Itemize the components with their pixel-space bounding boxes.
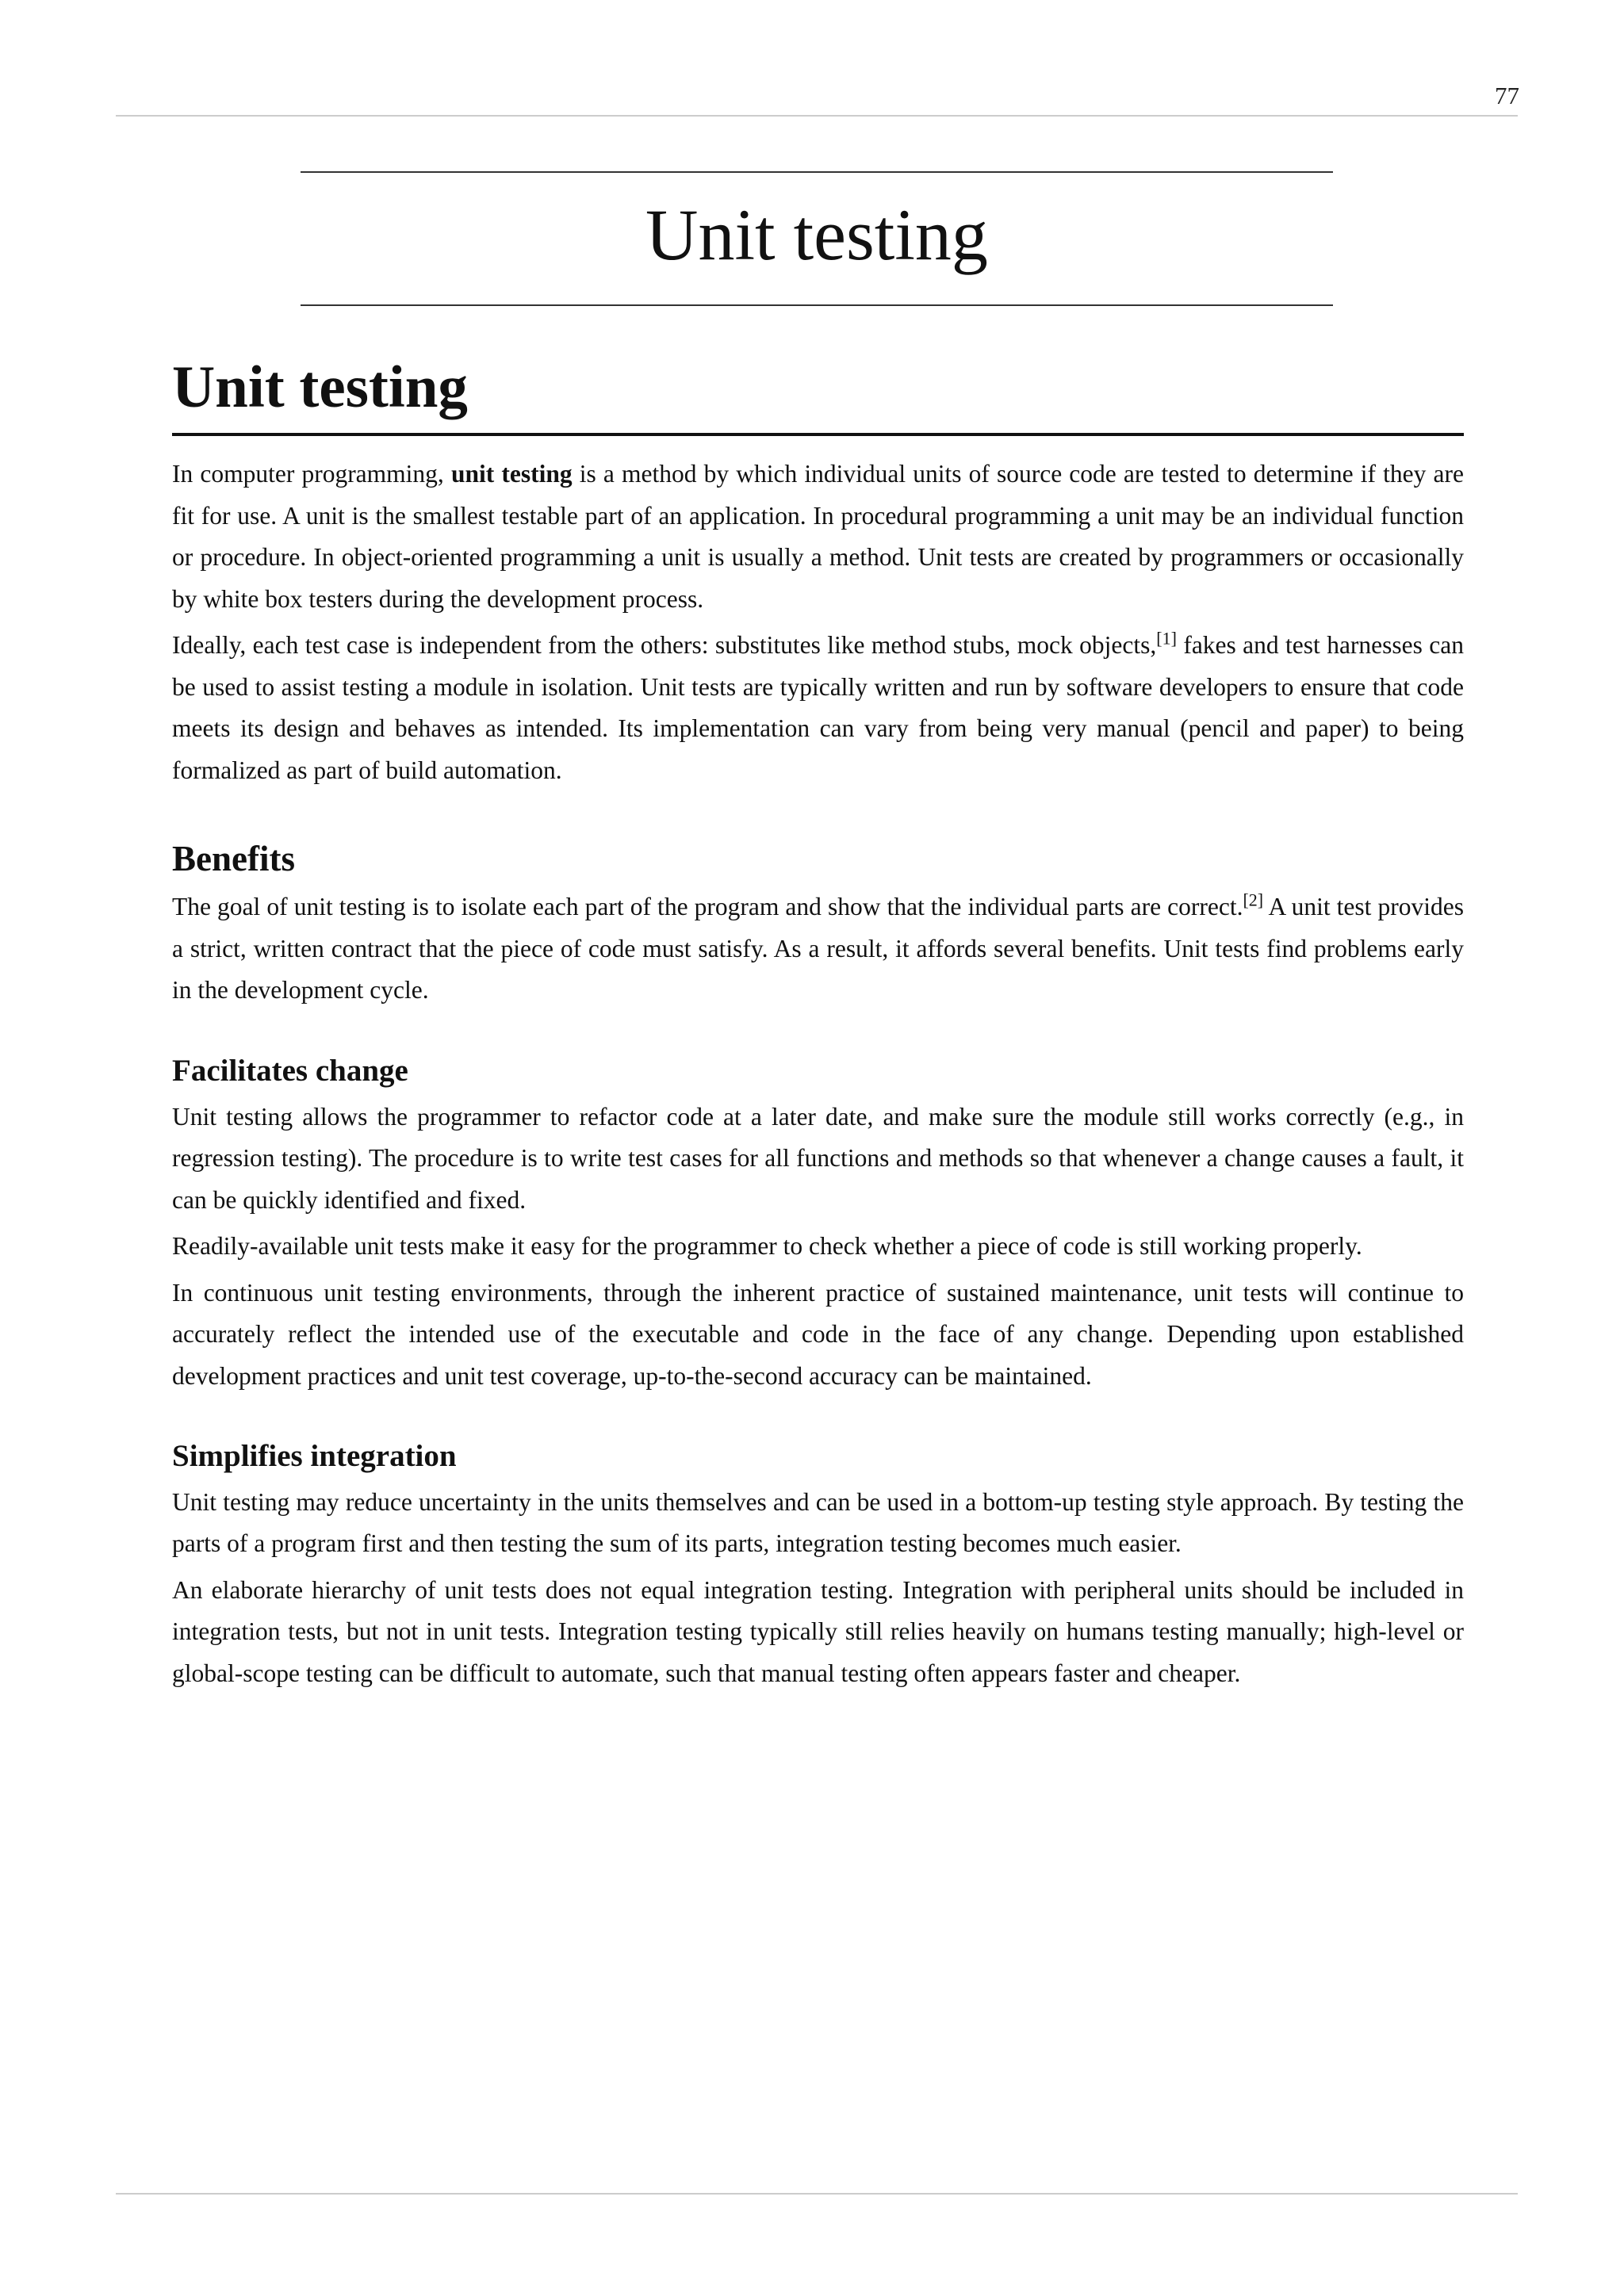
- simplifies-integration-paragraph-2: An elaborate hierarchy of unit tests does not equal integration testing. Integration with peripheral units should be included in integration tests, but not in unit tests. Integration testing typically still relies heavily on humans testing manually; high-level or global-scope testing can be difficult to automate, such that manual testing often appears faster and cheaper.: [172, 1575, 1464, 1687]
- intro-p2-after: fakes and test harnesses can be used to assist testing a module in isolation. Unit tests are typically written and run by software developers to ensure that code meets its design and behaves as intended. Its implementation can vary from being very manual (pencil and paper) to being formalized as part of build automation.: [172, 631, 1465, 784]
- benefits-p1-before: The goal of unit testing is to isolate each part of the program and show that the individual parts are correct.: [172, 893, 1243, 921]
- chapter-title-rule-bottom: [301, 304, 1333, 306]
- page-number: 77: [1495, 82, 1519, 109]
- article-body: [172, 354, 1464, 1694]
- reference-link-1[interactable]: [1]: [1156, 628, 1177, 649]
- subsection-heading-facilitates-change: Facilitates change: [172, 1053, 408, 1088]
- intro-text-before: In computer programming,: [172, 460, 451, 488]
- benefits-p1-after: A unit test provides a strict, written contract that the piece of code must satisfy. As a result, it affords several benefits. Unit tests find problems early in the development cycle.: [172, 893, 1464, 1004]
- chapter-title-rule-top: [301, 171, 1333, 173]
- header-rule: [116, 115, 1518, 117]
- article-title: Unit testing: [172, 354, 1464, 436]
- facilitates-change-paragraph-3: In continuous unit testing environments, through the inherent practice of sustained maintenance, unit tests will continue to accurately reflect the intended use of the executable and code in the face of any change. Depending upon established development practices and unit test coverage, up-to-the-second accuracy can be maintained.: [172, 1278, 1464, 1390]
- subsection-heading-simplifies-integration: Simplifies integration: [172, 1439, 457, 1474]
- intro-paragraph-1: [172, 453, 1464, 620]
- facilitates-change-paragraph-1: Unit testing allows the programmer to refactor code at a later date, and make sure the module still works correctly (e.g., in regression testing). The procedure is to write test cases for all functions and methods so that whenever a change causes a fault, it can be quickly identified and fixed.: [172, 1102, 1464, 1214]
- term-unit-testing: unit testing: [450, 460, 573, 488]
- facilitates-change-paragraph-2: Readily-available unit tests make it easy for the programmer to check whether a piece of code is still working properly.: [172, 1232, 1362, 1261]
- reference-link-2[interactable]: [2]: [1243, 890, 1264, 910]
- benefits-paragraph-1: [172, 886, 1464, 1012]
- chapter-title: Unit testing: [645, 194, 988, 275]
- intro-p2-before: Ideally, each test case is independent from the others: substitutes like method stubs, mock objects,: [172, 631, 1157, 660]
- intro-text-after: is a method by which individual units of source code are tested to determine if they are fit for use. A unit is the smallest testable part of an application. In procedural programming a unit may be an individual function or procedure. In object-oriented programming a unit is usually a method. Unit tests are created by programmers or occasionally by white box testers during the development process.: [172, 460, 1464, 613]
- simplifies-integration-paragraph-1: Unit testing may reduce uncertainty in the units themselves and can be used in a bottom-up testing style approach. By testing the parts of a program first and then testing the sum of its parts, integration testing becomes much easier.: [172, 1487, 1464, 1558]
- footer-rule: [116, 2193, 1518, 2195]
- section-heading-benefits: Benefits: [172, 839, 295, 879]
- intro-paragraph-2: [172, 625, 1464, 791]
